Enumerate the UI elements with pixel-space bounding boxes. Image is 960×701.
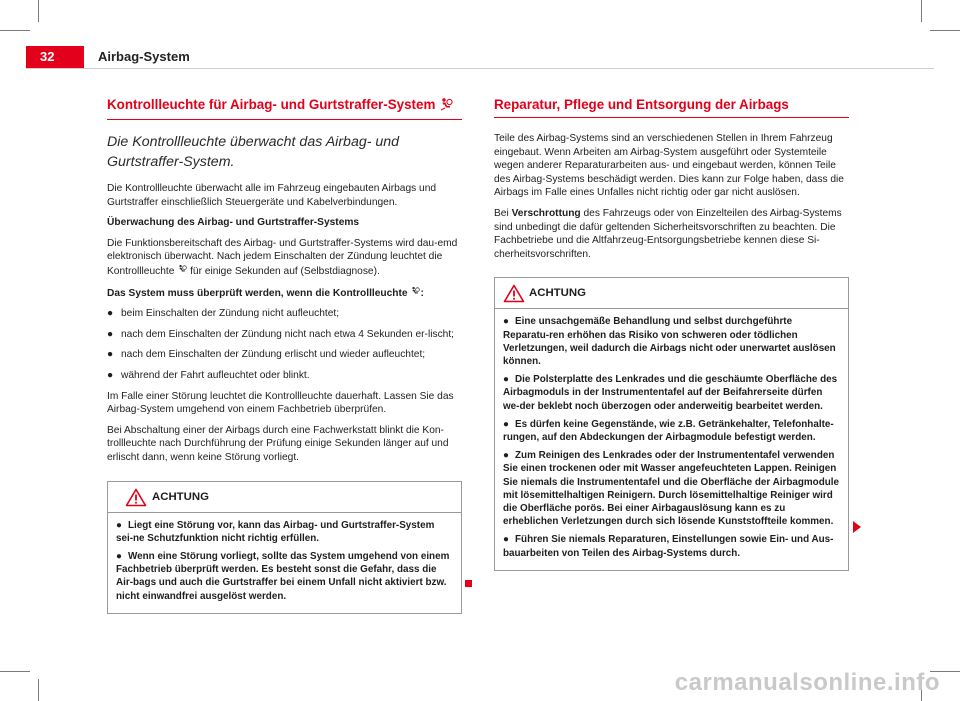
airbag-warning-icon <box>439 97 453 116</box>
list-item-text: beim Einschalten der Zündung nicht aufleuchtet; <box>121 308 340 320</box>
warning-body <box>495 309 848 569</box>
bullet: ● <box>503 450 509 462</box>
crop-mark <box>0 30 30 31</box>
paragraph-text: des Fahrzeugs oder von Einzelteilen des Airbag-Systems sind unbedingt die dafür geltenden Sicherheitsvorschriften zu beachten. Die Fachbetriebe und die Altfahrzeug-Entsorgungsbetriebe kennen diese Si-cherheitsvorschriften. <box>494 207 842 260</box>
warning-item-text: Es dürfen keine Gegenstände, wie z.B. Getränkehalter, Telefonhalte-rungen, auf den Abdeckungen der Airbagmodule befestigt werden. <box>503 418 834 443</box>
crop-mark <box>921 0 922 22</box>
subheading <box>107 286 462 301</box>
warning-item <box>503 373 840 413</box>
left-column <box>107 96 462 614</box>
intro-paragraph: Die Kontrollleuchte überwacht alle im Fahrzeug eingebauten Airbags und Gurtstraffer einschließlich Steuergeräte und Kabelverbindungen. <box>107 183 437 208</box>
list-item <box>107 348 462 362</box>
section-heading <box>494 96 849 118</box>
list-item-text: während der Fahrt aufleuchtet oder blinkt. <box>121 369 310 381</box>
paragraph-text: für einige Sekunden auf (Selbstdiagnose). <box>190 265 380 277</box>
warning-header <box>108 482 461 513</box>
warning-item-text: Führen Sie niemals Reparaturen, Einstellungen sowie Ein- und Aus-bauarbeiten von Teilen des Airbag-Systems durch. <box>503 534 834 559</box>
warning-item <box>503 449 840 528</box>
warning-triangle-icon <box>125 488 147 519</box>
section-heading <box>107 96 462 120</box>
subheading: Überwachung des Airbag- und Gurtstraffer-Systems <box>107 217 360 229</box>
list-item <box>107 307 462 321</box>
crop-mark <box>38 0 39 22</box>
warning-body <box>108 513 461 613</box>
bullet: ● <box>107 349 114 361</box>
bullet: ● <box>116 550 122 562</box>
warning-item-text: Eine unsachgemäße Behandlung und selbst durchgeführte Reparatu-ren erhöhen das Risiko von schweren oder tödlichen Verletzungen, weil dadurch die Airbags nicht oder unerwartet auslösen können. <box>503 316 836 367</box>
bullet: ● <box>503 316 509 328</box>
paragraph <box>494 207 849 261</box>
right-column <box>494 96 849 571</box>
paragraph-text: Bei <box>494 207 509 219</box>
bullet: ● <box>107 308 114 320</box>
bullet: ● <box>107 328 114 340</box>
bullet: ● <box>503 534 509 546</box>
warning-item <box>503 315 840 368</box>
paragraph-text: Die Funktionsbereitschaft des Airbag- und Gurtstraffer-Systems wird dau-emd elektronisch überwacht. Nach jedem Einschalten der Zündung leuchtet die Kontrollleuchte <box>107 237 458 277</box>
warning-item-text: Zum Reinigen des Lenkrades oder der Instrumententafel verwenden Sie einen trockenen oder mit Wasser angefeuchteten Lappen. Reinigen Sie niemals die Instrumententafel und die Oberfläche der Airbagmodule mit lösemittelhaltigen Reinigern. Durch lösemittelhaltige Reiniger wird die Oberfläche porös. Bei einer Airbagauslösung kann es zu erheblichen Verletzungen durch sich lösende Kunststoffteile kommen. <box>503 450 840 528</box>
list-item <box>107 369 462 383</box>
section-end-icon <box>465 580 472 587</box>
paragraph <box>107 237 462 279</box>
heading-text: Reparatur, Pflege und Entsorgung der Airbags <box>494 97 789 112</box>
warning-title: ACHTUNG <box>152 490 209 503</box>
warning-header <box>495 278 848 309</box>
paragraph-emphasis: Verschrottung <box>511 207 581 219</box>
list-item-text: nach dem Einschalten der Zündung erlischt und wieder aufleuchtet; <box>121 349 426 361</box>
continue-arrow-icon <box>852 520 861 538</box>
watermark: carmanualsonline.info <box>674 669 940 696</box>
lead-text: Die Kontrollleuchte überwacht das Airbag- und Gurtstraffer-System. <box>107 134 400 170</box>
list-item <box>107 328 462 342</box>
crop-mark <box>0 671 30 672</box>
paragraph: Bei Abschaltung einer der Airbags durch eine Fachwerkstatt blinkt die Kon-trollleuchte nach Durchführung der Prüfung einige Sekunden länger auf und erlischt dann, wenn keine Störung vorliegt. <box>107 424 449 463</box>
header-rule <box>26 68 934 69</box>
airbag-warning-icon <box>177 266 187 277</box>
bullet: ● <box>116 519 122 531</box>
warning-triangle-icon <box>503 284 525 315</box>
crop-mark <box>930 30 960 31</box>
bullet: ● <box>503 418 509 430</box>
warning-item <box>116 519 453 545</box>
page-number: 32 <box>26 46 84 68</box>
paragraph: Im Falle einer Störung leuchtet die Kontrollleuchte dauerhaft. Lassen Sie das Airbag-System umgehend von einem Fachbetrieb überprüfen. <box>107 390 454 416</box>
crop-mark <box>38 679 39 701</box>
warning-item <box>503 533 840 559</box>
warning-item-text: Liegt eine Störung vor, kann das Airbag- und Gurtstraffer-System sei-ne Schutzfunktion nicht richtig erfüllen. <box>116 519 435 544</box>
warning-item-text: Die Polsterplatte des Lenkrades und die geschäumte Oberfläche des Airbagmoduls in der Instrumententafel auf der Beifahrerseite dürfen we-der beklebt noch überzogen oder anderweitig bearbeitet werden. <box>503 374 838 412</box>
warning-title: ACHTUNG <box>529 287 586 300</box>
list-item-text: nach dem Einschalten der Zündung nicht nach etwa 4 Sekunden er-lischt; <box>121 328 454 340</box>
bullet: ● <box>107 369 114 381</box>
airbag-warning-icon <box>410 288 420 299</box>
warning-box <box>107 481 462 614</box>
subheading-text: Das System muss überprüft werden, wenn die Kontrollleuchte <box>107 287 408 299</box>
heading-text: Kontrollleuchte für Airbag- und Gurtstraffer-System <box>107 97 436 112</box>
warning-item-text: Wenn eine Störung vorliegt, sollte das System umgehend von einem Fachbetrieb überprüft werden. Es besteht sonst die Gefahr, dass die Air-bags und auch die Gurtstraffer bei einem Unfall nicht aktiviert bzw. nicht einwandfrei ausgelöst werden. <box>116 550 450 602</box>
bullet: ● <box>503 374 509 386</box>
warning-item <box>503 418 840 444</box>
subheading-colon: : <box>420 287 424 299</box>
paragraph: Teile des Airbag-Systems sind an verschiedenen Stellen in Ihrem Fahrzeug eingebaut. Wenn Arbeiten am Airbag-System ausgeführt oder Systemteile wegen anderer Reparaturarbeiten aus- und eingebaut werden, können Teile des Airbag-Systems beschädigt werden. Dies kann zur Folge haben, dass die Airbags im Falle eines Unfalles nicht richtig oder gar nicht auslösen. <box>494 133 844 199</box>
warning-item <box>116 550 453 603</box>
running-title: Airbag-System <box>98 49 190 64</box>
warning-box <box>494 277 849 570</box>
